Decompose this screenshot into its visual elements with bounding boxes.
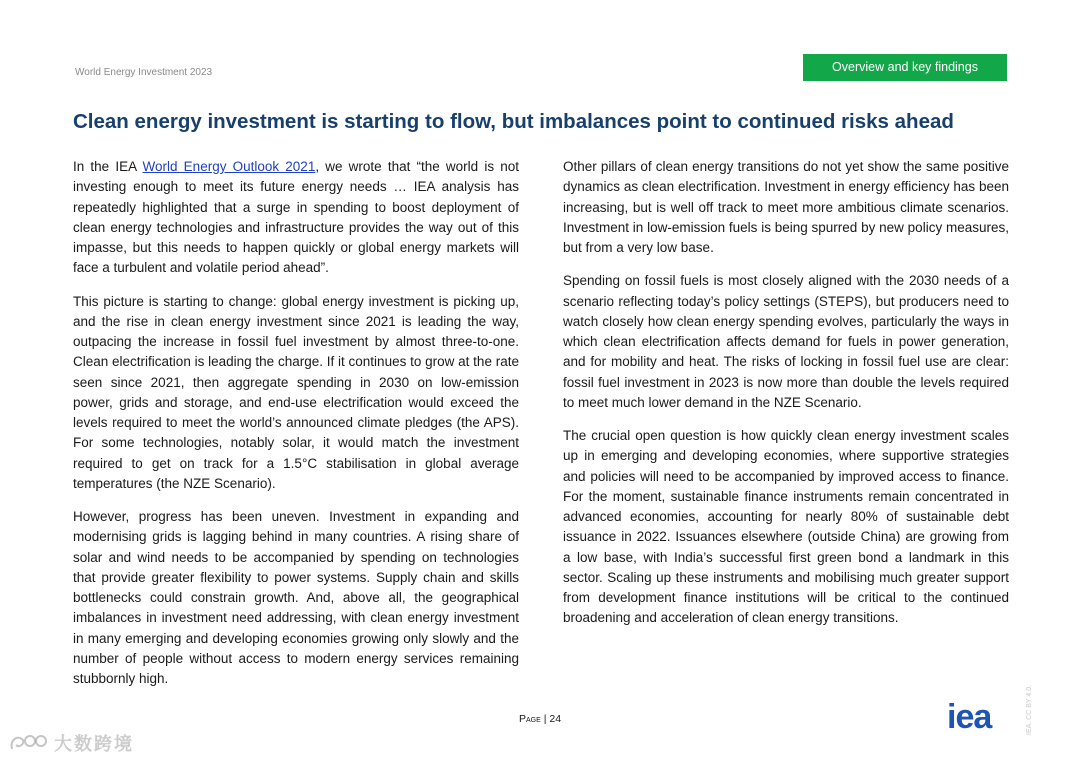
paragraph: This picture is starting to change: global energy investment is picking up, and the rise in clean energy investment since 2021 is leading the way, outpacing the increase in fossil fuel investment by almost three-to-one. Clean electrification is leading the charge. If it continues to grow at the rate seen since 2021, then aggregate spending in 2030 on low-emission power, grids and storage, and end-use electrification would exceed the levels required to meet the world’s announced climate pledges (the APS). For some technologies, notably solar, it would match the investment required to get on track for a 1.5°C stabilisation in global average temperatures (the NZE Scenario). — [73, 293, 519, 491]
section-tab: Overview and key findings — [803, 54, 1007, 81]
paragraph: However, progress has been uneven. Investment in expanding and modernising grids is lagging behind in many countries. A rising share of solar and wind needs to be accompanied by spending on technologies that provide greater flexibility to power systems. Supply chain and skills bottlenecks could constrain growth. And, above all, the geographical imbalances in investment need addressing, with clean energy investment in many emerging and developing economies growing only slowly and the number of people without access to modern energy services remaining stubbornly high. — [73, 509, 519, 686]
paragraph: Other pillars of clean energy transitions do not yet show the same positive dynamics as clean electrification. Investment in energy efficiency has been increasing, but is well off track to meet more ambitious climate scenarios. Investment in low-emission fuels is being spurred by new policy measures, but from a very low base. — [563, 159, 1009, 255]
page-number — [519, 713, 561, 725]
watermark — [8, 730, 134, 756]
paragraph-continuation: , we wrote that “the world is not investing enough to meet its future energy needs … IEA analysis has repeatedly highlighted that a surge in spending to boost deployment of clean energy technologies and infrastructure provides the way out of this impasse, but this needs to happen quickly or global energy markets will face a turbulent and volatile period ahead”. — [73, 159, 519, 276]
page-label: Page — [519, 713, 541, 725]
running-head: World Energy Investment 2023 — [75, 67, 213, 78]
right-column — [563, 157, 1009, 642]
left-column — [73, 157, 519, 702]
iea-logo-text: iea — [947, 703, 992, 731]
paragraph — [73, 157, 519, 279]
license-note: IEA. CC BY 4.0. — [1026, 684, 1033, 735]
paragraph-intro: In the IEA — [73, 159, 143, 174]
page-number-value: 24 — [549, 713, 562, 725]
paragraph: Spending on fossil fuels is most closely aligned with the 2030 needs of a scenario reflecting today’s policy settings (STEPS), but producers need to watch closely how clean energy spending evolves, particularly the ways in which clean electrification affects demand for fuels in power generation, and for mobility and heat. The risks of locking in fossil fuel use are clear: fossil fuel investment in 2023 is now more than double the levels required to meet much lower demand in the NZE Scenario. — [563, 273, 1009, 410]
watermark-logo-icon — [8, 731, 48, 755]
watermark-text: 大数跨境 — [54, 734, 134, 754]
iea-logo-icon — [947, 703, 1011, 731]
paragraph: The crucial open question is how quickly clean energy investment scales up in emerging and developing economies, where supportive strategies and policies will need to be accompanied by improved access to finance. For the moment, sustainable finance instruments remain concentrated in advanced economies, accounting for nearly 80% of sustainable debt issuance in 2022. Issuances elsewhere (outside China) are growing from a low base, with India’s successful first green bond a landmark in this sector. Scaling up these instruments and mobilising much greater support from development finance institutions will be critical to the continued broadening and acceleration of clean energy transitions. — [563, 428, 1009, 626]
weo-2021-link[interactable]: World Energy Outlook 2021 — [142, 159, 316, 174]
page-title: Clean energy investment is starting to flow, but imbalances point to continued risks ahead — [73, 110, 954, 133]
page-separator: | — [540, 713, 550, 725]
